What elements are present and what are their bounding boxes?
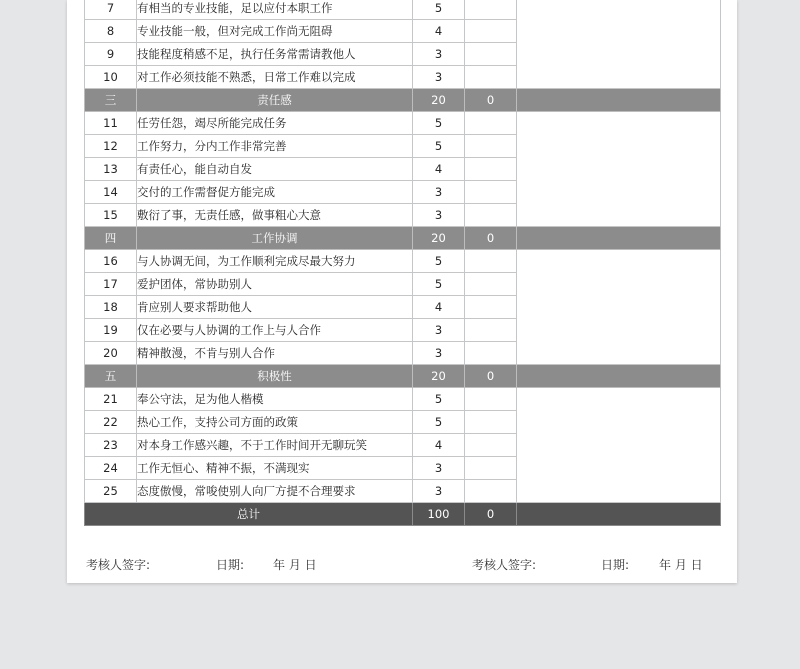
item-number: 10: [85, 66, 137, 89]
item-number: 15: [85, 204, 137, 227]
item-standard-score: 5: [413, 388, 465, 411]
section-header-row: [85, 227, 721, 250]
item-remark: [517, 388, 721, 503]
table-row: [85, 112, 721, 135]
item-description: 专业技能一般，但对完成工作尚无阻碍: [137, 20, 413, 43]
item-number: 7: [85, 0, 137, 20]
item-number: 20: [85, 342, 137, 365]
item-description: 交付的工作需督促方能完成: [137, 181, 413, 204]
item-standard-score: 4: [413, 20, 465, 43]
item-standard-score: 5: [413, 250, 465, 273]
section-actual-score: 0: [465, 89, 517, 112]
section-standard-score: 20: [413, 89, 465, 112]
item-description: 工作无恒心、精神不振，不满现实: [137, 457, 413, 480]
section-remark: [517, 89, 721, 112]
section-actual-score: 0: [465, 365, 517, 388]
item-description: 工作努力，分内工作非常完善: [137, 135, 413, 158]
item-actual-score: [465, 388, 517, 411]
section-remark: [517, 227, 721, 250]
item-standard-score: 3: [413, 319, 465, 342]
total-row: [85, 503, 721, 526]
total-standard-score: 100: [413, 503, 465, 526]
item-number: 9: [85, 43, 137, 66]
item-standard-score: 3: [413, 457, 465, 480]
item-actual-score: [465, 43, 517, 66]
item-number: 22: [85, 411, 137, 434]
item-remark: [517, 250, 721, 365]
item-actual-score: [465, 158, 517, 181]
item-actual-score: [465, 20, 517, 43]
section-standard-score: 20: [413, 227, 465, 250]
section-title: 责任感: [137, 89, 413, 112]
item-number: 23: [85, 434, 137, 457]
item-description: 与人协调无间，为工作顺利完成尽最大努力: [137, 250, 413, 273]
section-number: 三: [85, 89, 137, 112]
item-standard-score: 3: [413, 181, 465, 204]
item-standard-score: 3: [413, 480, 465, 503]
evaluation-sheet: [67, 0, 737, 583]
item-number: 18: [85, 296, 137, 319]
item-number: 24: [85, 457, 137, 480]
item-actual-score: [465, 112, 517, 135]
item-description: 对工作必须技能不熟悉，日常工作难以完成: [137, 66, 413, 89]
table-row: [85, 388, 721, 411]
item-actual-score: [465, 181, 517, 204]
item-actual-score: [465, 135, 517, 158]
item-standard-score: 5: [413, 411, 465, 434]
item-number: 16: [85, 250, 137, 273]
item-actual-score: [465, 457, 517, 480]
item-description: 有相当的专业技能，足以应付本职工作: [137, 0, 413, 20]
item-standard-score: 4: [413, 296, 465, 319]
item-standard-score: 5: [413, 273, 465, 296]
item-standard-score: 3: [413, 204, 465, 227]
item-description: 肯应别人要求帮助他人: [137, 296, 413, 319]
item-standard-score: 5: [413, 0, 465, 20]
total-remark: [517, 503, 721, 526]
item-standard-score: 5: [413, 112, 465, 135]
section-actual-score: 0: [465, 227, 517, 250]
item-actual-score: [465, 0, 517, 20]
item-description: 热心工作，支持公司方面的政策: [137, 411, 413, 434]
item-number: 21: [85, 388, 137, 411]
table-row: [85, 250, 721, 273]
total-actual-score: 0: [465, 503, 517, 526]
item-description: 任劳任怨，竭尽所能完成任务: [137, 112, 413, 135]
total-label: 总计: [85, 503, 413, 526]
left-signer-label: 考核人签字:: [86, 558, 151, 572]
section-title: 工作协调: [137, 227, 413, 250]
section-standard-score: 20: [413, 365, 465, 388]
item-standard-score: 5: [413, 135, 465, 158]
section-title: 积极性: [137, 365, 413, 388]
item-remark: [517, 0, 721, 89]
item-description: 技能程度稍感不足，执行任务常需请教他人: [137, 43, 413, 66]
item-description: 有责任心，能自动自发: [137, 158, 413, 181]
item-description: 爱护团体，常协助别人: [137, 273, 413, 296]
item-description: 对本身工作感兴趣，不于工作时间开无聊玩笑: [137, 434, 413, 457]
right-date-label: 日期:: [601, 558, 630, 572]
left-date-label: 日期:: [216, 558, 245, 572]
item-standard-score: 3: [413, 43, 465, 66]
item-remark: [517, 112, 721, 227]
item-actual-score: [465, 480, 517, 503]
item-actual-score: [465, 319, 517, 342]
item-description: 精神散漫，不肯与别人合作: [137, 342, 413, 365]
item-actual-score: [465, 411, 517, 434]
item-actual-score: [465, 342, 517, 365]
section-number: 四: [85, 227, 137, 250]
section-header-row: [85, 365, 721, 388]
item-number: 19: [85, 319, 137, 342]
item-description: 奉公守法，足为他人楷模: [137, 388, 413, 411]
item-standard-score: 4: [413, 158, 465, 181]
item-number: 12: [85, 135, 137, 158]
item-number: 11: [85, 112, 137, 135]
right-signer-label: 考核人签字:: [472, 558, 537, 572]
item-number: 8: [85, 20, 137, 43]
item-standard-score: 3: [413, 66, 465, 89]
item-actual-score: [465, 250, 517, 273]
item-actual-score: [465, 273, 517, 296]
table-row: [85, 0, 721, 20]
item-number: 25: [85, 480, 137, 503]
item-number: 13: [85, 158, 137, 181]
item-number: 14: [85, 181, 137, 204]
item-actual-score: [465, 434, 517, 457]
item-number: 17: [85, 273, 137, 296]
item-standard-score: 3: [413, 342, 465, 365]
section-remark: [517, 365, 721, 388]
left-date-ymd: 年 月 日: [273, 558, 317, 572]
item-description: 仅在必要与人协调的工作上与人合作: [137, 319, 413, 342]
item-actual-score: [465, 204, 517, 227]
right-date-ymd: 年 月 日: [659, 558, 703, 572]
item-standard-score: 4: [413, 434, 465, 457]
evaluation-table: [84, 0, 721, 526]
item-actual-score: [465, 296, 517, 319]
item-description: 态度傲慢，常唆使别人向厂方提不合理要求: [137, 480, 413, 503]
section-header-row: [85, 89, 721, 112]
item-description: 敷衍了事，无责任感，做事粗心大意: [137, 204, 413, 227]
item-actual-score: [465, 66, 517, 89]
section-number: 五: [85, 365, 137, 388]
